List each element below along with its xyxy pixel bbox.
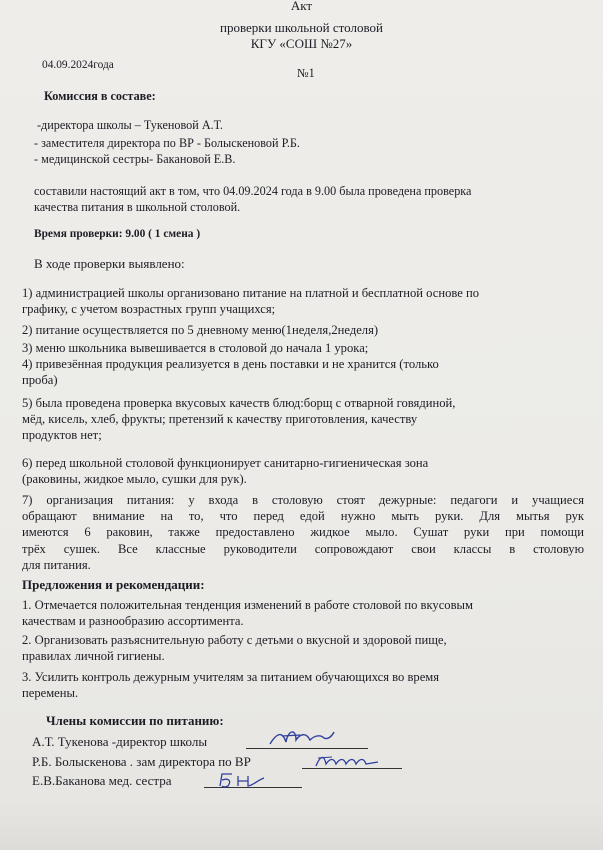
organization-name: КГУ «СОШ №27» bbox=[250, 36, 353, 51]
signature-row-name: А.Т. Тукенова -директор школы bbox=[32, 734, 208, 749]
signatures-heading: Члены комиссии по питанию: bbox=[46, 713, 224, 728]
commission-heading: Комиссия в составе: bbox=[44, 89, 156, 103]
recommendation-item: 1. Отмечается положительная тенденция изменений в работе столовой по вкусовым качествам и разнообразию ассортимента. bbox=[22, 598, 473, 629]
check-time: Время проверки: 9.00 ( 1 смена ) bbox=[34, 228, 201, 240]
intro-line: качества питания в школьной столовой. bbox=[34, 200, 241, 214]
document-title: Акт bbox=[290, 0, 313, 13]
finding-item: 4) привезённая продукция реализуется в день поставки и не хранится (только проба) bbox=[22, 357, 439, 388]
finding-item: 3) меню школьника вывешивается в столовой до начала 1 урока; bbox=[22, 341, 369, 355]
commission-member: -директора школы – Тукеновой А.Т. bbox=[37, 118, 223, 132]
handwritten-signature bbox=[312, 748, 384, 774]
finding-item: 2) питание осуществляется по 5 дневному меню(1неделя,2неделя) bbox=[22, 323, 379, 337]
document-number: №1 bbox=[297, 66, 315, 80]
handwritten-signature bbox=[214, 768, 270, 792]
commission-member: - медицинской сестры- Бакановой Е.В. bbox=[34, 152, 236, 166]
finding-item: 5) была проведена проверка вкусовых качеств блюд:борщ с отварной говядиной, мёд, кисель, хлеб, фрукты; претензий к качеству приготовления, качеству продуктов нет; bbox=[22, 396, 456, 443]
intro-line: составили настоящий акт в том, что 04.09.2024 года в 9.00 была проведена проверка bbox=[34, 184, 472, 198]
recommendation-item: 3. Усилить контроль дежурным учителям за питанием обучающихся во время перемены. bbox=[22, 670, 440, 701]
findings-heading: В ходе проверки выявлено: bbox=[34, 256, 185, 271]
document-subtitle: проверки школьной столовой bbox=[220, 20, 383, 35]
document-date: 04.09.2024года bbox=[42, 59, 114, 71]
signature-row-name: Р.Б. Болыскенова . зам директора по ВР bbox=[32, 754, 251, 769]
recommendation-item: 2. Организовать разъяснительную работу с детьми о вкусной и здоровой пище, правилах личной гигиены. bbox=[22, 633, 447, 664]
signature-row-name: Е.В.Баканова мед. сестра bbox=[32, 773, 172, 788]
finding-item: 6) перед школьной столовой функционирует санитарно-гигиеническая зона (раковины, жидкое мыло, сушки для рук). bbox=[22, 456, 429, 487]
finding-item: 1) администрацией школы организовано питание на платной и бесплатной основе по графику, с учетом возрастных групп учащихся; bbox=[22, 286, 480, 317]
commission-member: - заместителя директора по ВР - Болыскеновой Р.Б. bbox=[34, 136, 300, 150]
page-shadow bbox=[0, 800, 603, 850]
recommendations-heading: Предложения и рекомендации: bbox=[22, 577, 205, 592]
finding-item: 7) организация питания: у входа в столовую стоят дежурные: педагоги и учащиеся обращают внимание на то, что перед едой нужно мыть руки. Для мытья рук имеются 6 раковин, также предоставлено жидкое мыло. Сушат руки при помощи трёх сушек. Все классные руководители сопровождают свои классы в столовую для питания. bbox=[22, 493, 584, 572]
